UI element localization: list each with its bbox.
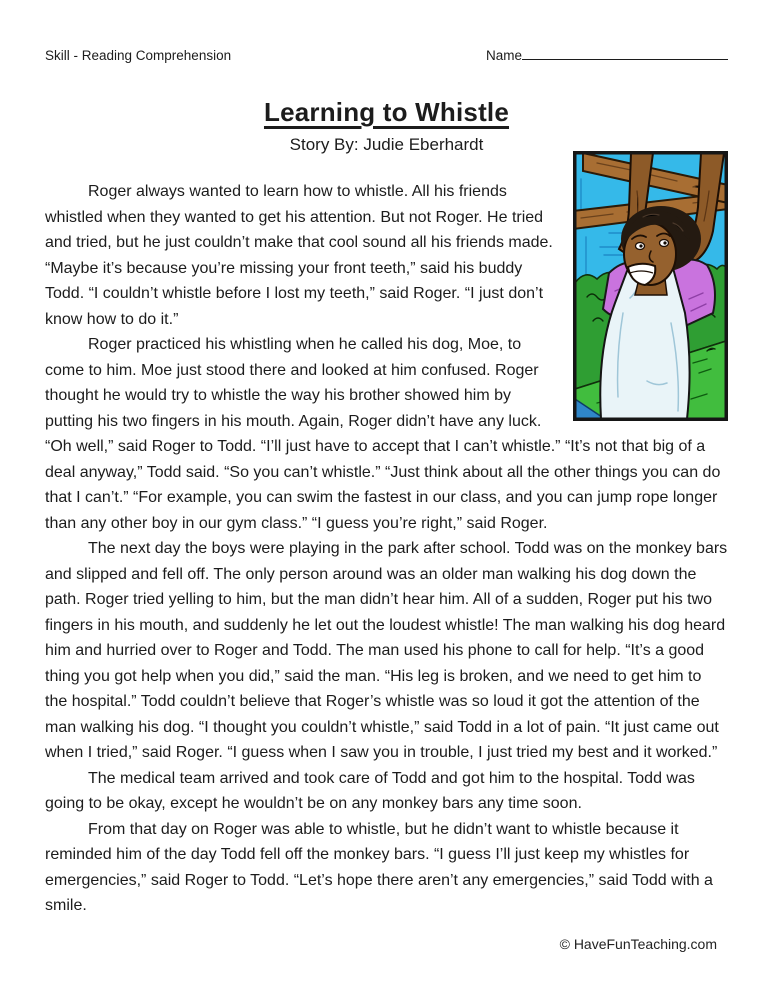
name-area bbox=[486, 46, 728, 63]
story-paragraph-3: The next day the boys were playing in the park after school. Todd was on the monkey bars and slipped and fell off. The only person around was an older man walking his dog down the path. Roger tried yelling to him, but the man didn’t hear him. All of a sudden, Roger put his two fingers in his mouth, and suddenly he let out the loudest whistle! The man walking his dog heard him and hurried over to Roger and Todd. The man used his phone to call for help. “It’s a good thing you got help when you did,” said the man. “His leg is broken, and we need to get him to the hospital.” Todd couldn’t believe that Roger’s whistle was so loud it got the attention of the man walking his dog. “I thought you couldn’t whistle,” said Todd in a lot of pain. “It just came out when I tried,” said Roger. “I guess when I saw you in trouble, I just tried my best and it worked.” bbox=[45, 540, 728, 761]
monkey-bars-boy-drawing bbox=[573, 151, 728, 421]
story-paragraph-1: Roger always wanted to learn how to whistle. All his friends whistled when they wanted to get his attention. But not Roger. He tried and tried, but he just couldn’t make that cool sound all his friends made. “Maybe it’s because you’re missing your front teeth,” said his buddy Todd. “I couldn’t whistle before I lost my teeth,” said Roger. “I just don’t know how to do it.” bbox=[45, 183, 553, 328]
story-illustration bbox=[573, 151, 728, 421]
byline: Story By: Judie Eberhardt bbox=[289, 135, 484, 154]
footer-copyright: © HaveFunTeaching.com bbox=[559, 936, 717, 952]
skill-label: Skill - Reading Comprehension bbox=[45, 48, 232, 63]
page-header bbox=[45, 46, 728, 63]
story-paragraph-5: From that day on Roger was able to whistle, but he didn’t want to whistle because it reminded him of the day Todd fell off the monkey bars. “I guess I’ll just keep my whistles for emergencies,” said Roger to Todd. “Let’s hope there aren’t any emergencies,” said Todd with a smile. bbox=[45, 820, 713, 914]
story-paragraph-4: The medical team arrived and took care of Todd and got him to the hospital. Todd was going to be okay, except he wouldn’t be on any monkey bars any time soon. bbox=[45, 769, 695, 812]
story-body bbox=[45, 179, 728, 919]
story-paragraph-2: Roger practiced his whistling when he called his dog, Moe, to come to him. Moe just stood there and looked at him confused. Roger thought he would try to whistle the way his brother showed him by putting his two fingers in his mouth. Again, Roger didn’t have any luck. “Oh well,” said Roger to Todd. “I’ll just have to accept that I can’t whistle.” “It’s not that big of a deal anyway,” Todd said. “So you can’t whistle.” “Just think about all the other things you can do that I can’t.” “For example, you can swim the fastest in our class, and you can jump rope longer than any other boy in our gym class.” “I guess you’re right,” said Roger. bbox=[45, 336, 721, 532]
name-label: Name bbox=[485, 48, 522, 63]
page-title: Learning to Whistle bbox=[263, 97, 510, 127]
name-blank-line[interactable] bbox=[522, 46, 728, 60]
